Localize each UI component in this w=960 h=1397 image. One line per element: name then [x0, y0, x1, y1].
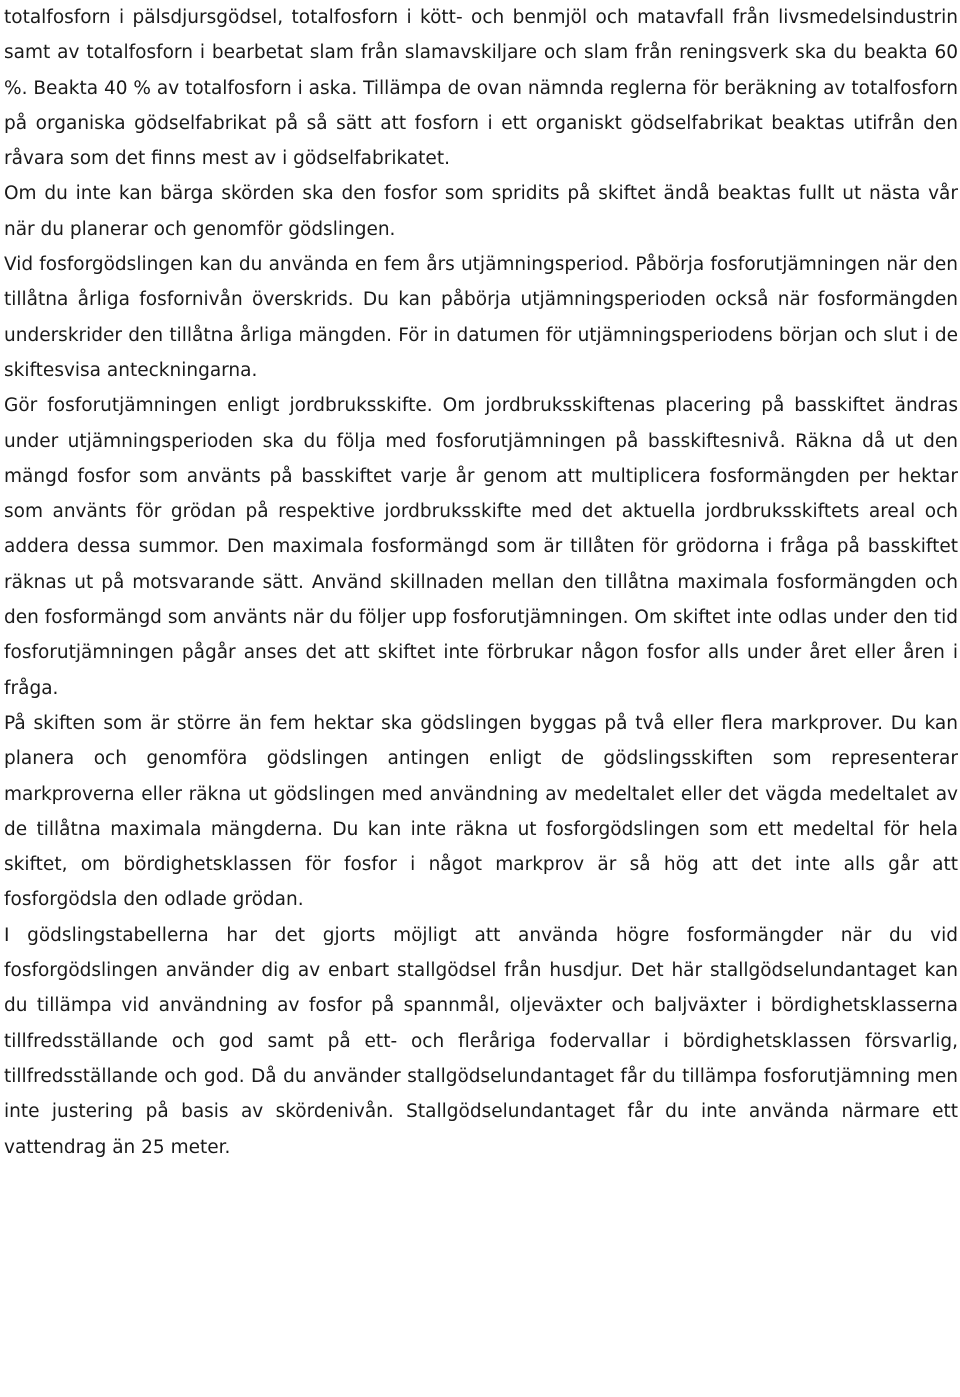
paragraph-equalization-by-parcel: Gör fosforutjämningen enligt jordbruksskifte. Om jordbruksskiftenas placering på basskiftet ändras under utjämningsperioden ska du följa med fosforutjämningen på basskiftesnivå. Räkna då ut den mängd fosfor som använts på basskiftet varje år genom att multiplicera fosformängden per hektar som använts för grödan på respektive jordbruksskifte med det aktuella jordbruksskiftets areal och addera dessa summor. Den maximala fosformängd som är tillåten för grödorna i fråga på basskiftet räknas ut på motsvarande sätt. Använd skillnaden mellan den tillåtna maximala fosformängden och den fosformängd som använts när du följer upp fosforutjämningen. Om skiftet inte odlas under den tid fosforutjämningen pågår anses det att skiftet inte förbrukar någon fosfor alls under året eller åren i fråga.: [4, 395, 958, 699]
paragraph-soil-samples: På skiften som är större än fem hektar ska gödslingen byggas på två eller flera markprover. Du kan planera och genomföra gödslingen antingen enligt de gödslingsskiften som representerar markproverna eller räkna ut gödslingen med användning av medeltalet eller det vägda medeltalet av de tillåtna maximala mängderna. Du kan inte räkna ut fosforgödslingen som ett medeltal för hela skiftet, om bördighetsklassen för fosfor i något markprov är så hög att det inte alls går att fosforgödsla den odlade grödan.: [4, 712, 958, 911]
paragraph-equalization-period: Vid fosforgödslingen kan du använda en fem års utjämningsperiod. Påbörja fosforutjämningen när den tillåtna årliga fosfornivån överskrids. Du kan påbörja utjämningsperioden också när fosformängden underskrider den tillåtna årliga mängden. För in datumen för utjämningsperiodens början och slut i de skiftesvisa anteckningarna.: [4, 254, 958, 381]
paragraph-unharvested-crop: Om du inte kan bärga skörden ska den fosfor som spridits på skiftet ändå beaktas fullt ut nästa vår när du planerar och genomför gödslingen.: [4, 183, 958, 240]
paragraph-phosphorus-accounting: totalfosforn i pälsdjursgödsel, totalfosforn i kött- och benmjöl och matavfall från livsmedelsindustrin samt av totalfosforn i bearbetat slam från slamavskiljare och slam från reningsverk ska du beakta 60 %. Beakta 40 % av totalfosforn i aska. Tillämpa de ovan nämnda reglerna för beräkning av totalfosforn på organiska gödselfabrikat på så sätt att fosforn i ett organiskt gödselfabrikat beaktas utifrån den råvara som det finns mest av i gödselfabrikatet.: [4, 7, 958, 170]
paragraph-manure-exception: I gödslingstabellerna har det gjorts möjligt att använda högre fosformängder när du vid fosforgödslingen använder dig av enbart stallgödsel från husdjur. Det här stallgödselundantaget kan du tillämpa vid användning av fosfor på spannmål, oljeväxter och baljväxter i bördighetsklasserna tillfredsställande och god samt på ett- och fleråriga fodervallar i bördighetsklassen försvarlig, tillfredsställande och god. Då du använder stallgödselundantaget får du tillämpa fosforutjämning men inte justering på basis av skördenivån. Stallgödselundantaget får du inte använda närmare ett vattendrag än 25 meter.: [4, 924, 958, 1158]
